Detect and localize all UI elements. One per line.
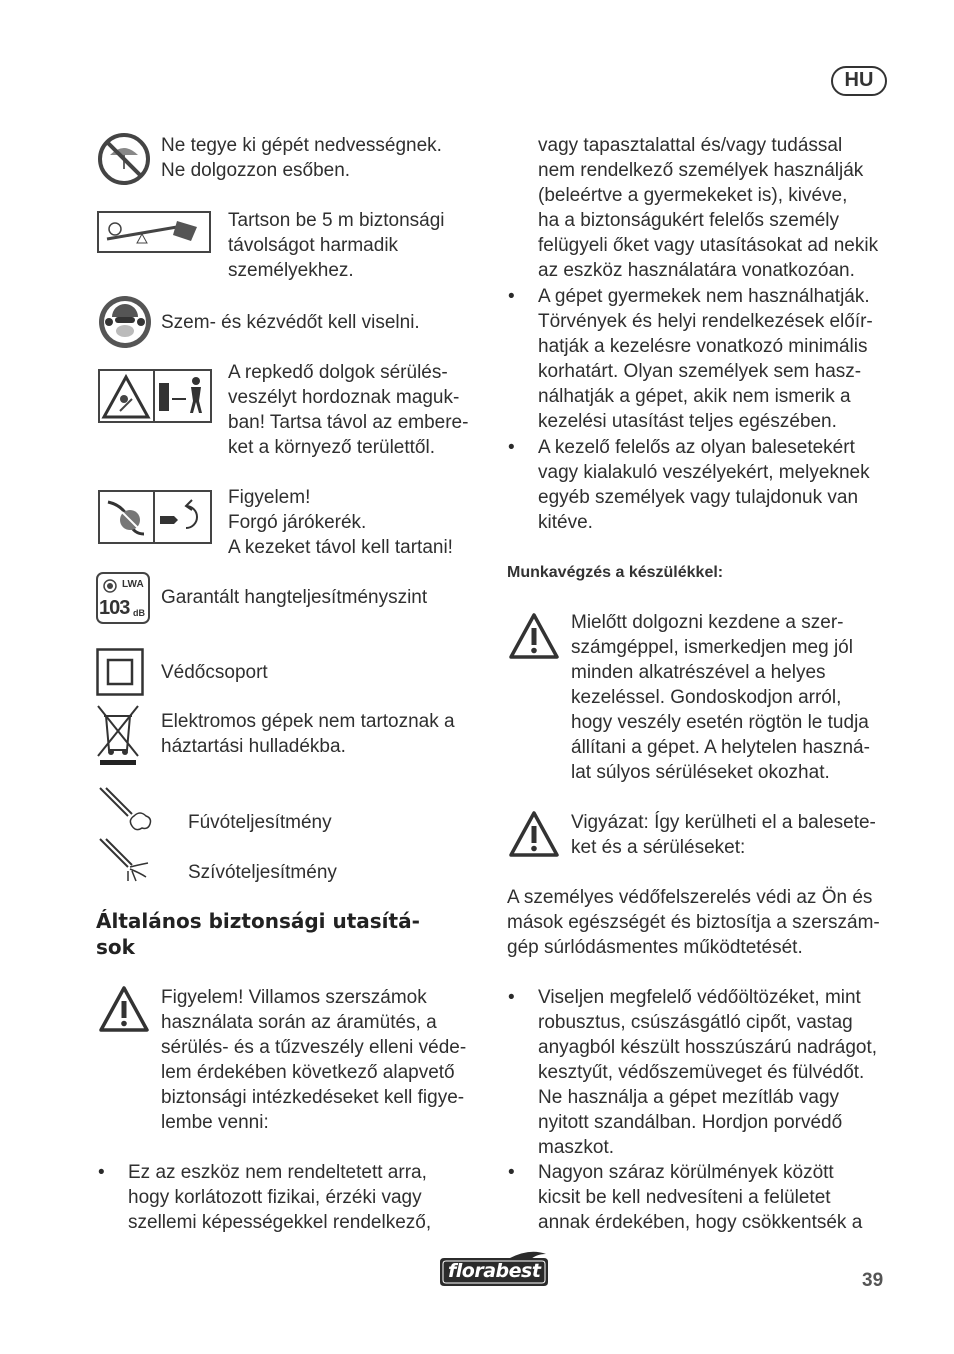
text-line: Viseljen megfelelő védőöltözéket, mint bbox=[538, 987, 861, 1008]
text-line: egyéb személyek vagy tulajdonuk van bbox=[538, 487, 859, 508]
symbol-desc-suction bbox=[188, 860, 337, 885]
text-line: szellemi képességekkel rendelkező, bbox=[128, 1212, 432, 1233]
symbol-desc-weee bbox=[161, 709, 455, 759]
text-line: anyagból készült hosszúszárú nadrágot, bbox=[538, 1037, 878, 1058]
text-line: annak érdekében, hogy csökkentsék a bbox=[538, 1212, 863, 1233]
text-line: használata során az áramütés, a bbox=[161, 1012, 437, 1033]
text-line: ha a biztonságukért felelős személy bbox=[538, 210, 839, 231]
bullet-item bbox=[538, 1160, 862, 1235]
text-line: Elektromos gépek nem tartoznak a bbox=[161, 711, 455, 732]
text-line: távolságot harmadik bbox=[228, 235, 399, 256]
warning-triangle-icon bbox=[508, 612, 560, 660]
blow-power-icon bbox=[98, 786, 156, 834]
heading-line: Általános biztonsági utasítá- bbox=[96, 909, 420, 933]
no-rain-icon bbox=[96, 133, 152, 185]
heading-line: sok bbox=[96, 935, 135, 959]
text-line: A gépet gyermekek nem használhatják. bbox=[538, 286, 870, 307]
text-line: kicsit be kell nedvesíteni a felületet bbox=[538, 1187, 831, 1208]
sound-unit: dB bbox=[133, 608, 145, 618]
text-line: Figyelem! bbox=[228, 487, 311, 508]
text-line: nem rendelkező személyek használják bbox=[538, 160, 864, 181]
page-number: 39 bbox=[862, 1270, 884, 1291]
symbol-desc-safety-distance bbox=[228, 208, 445, 283]
text-line: lembe venni: bbox=[161, 1112, 269, 1133]
text-line: gép súrlódásmentes működtetését. bbox=[507, 937, 803, 958]
eye-ear-protection-icon bbox=[98, 295, 152, 349]
bullet-dot: • bbox=[98, 1162, 105, 1183]
text-line: A kezelő felelős az olyan balesetekért bbox=[538, 437, 855, 458]
general-safety-heading bbox=[96, 908, 420, 960]
rotating-impeller-icon bbox=[98, 490, 212, 544]
text-line: lem érdekében következő alapvető bbox=[161, 1062, 455, 1083]
text-line: A kezeket távol kell tartani! bbox=[228, 537, 453, 558]
text-line: nálhatják a gépet, akik nem ismerik a bbox=[538, 386, 851, 407]
symbol-desc-impeller bbox=[228, 485, 453, 560]
text-line: Ne dolgozzon esőben. bbox=[161, 160, 351, 181]
text-line: számgéppel, ismerkedjen meg jól bbox=[571, 637, 853, 658]
text-line: Nagyon száraz körülmények között bbox=[538, 1162, 834, 1183]
text-line: állítani a gépet. A helytelen haszná- bbox=[571, 737, 870, 758]
language-badge: HU bbox=[831, 66, 887, 96]
symbol-desc-no-rain bbox=[161, 133, 442, 183]
text-line: ket és a sérüléseket: bbox=[571, 837, 746, 858]
sound-value: 103 bbox=[99, 597, 130, 619]
text-line: kezelési utasítást teljes egészében. bbox=[538, 411, 837, 432]
bullet-item bbox=[538, 435, 870, 535]
sound-label: LWA bbox=[122, 579, 144, 590]
flying-objects-warning-icon bbox=[98, 369, 212, 423]
brand-text: florabest bbox=[448, 1260, 541, 1282]
warning-triangle-icon bbox=[98, 985, 150, 1033]
text-line: Fúvóteljesítmény bbox=[188, 812, 332, 833]
bullet-dot: • bbox=[508, 437, 515, 458]
symbol-desc-flying-objects bbox=[228, 360, 468, 460]
text-line: Garantált hangteljesítményszint bbox=[161, 587, 428, 608]
text-line: személyekhez. bbox=[228, 260, 354, 281]
caution-text bbox=[571, 810, 876, 860]
text-line: háztartási hulladékba. bbox=[161, 736, 346, 757]
bullet-dot: • bbox=[508, 987, 515, 1008]
text-line: nyitott szandálban. Hordjon porvédő bbox=[538, 1112, 843, 1133]
general-warning-text bbox=[161, 985, 466, 1135]
text-line: hogy veszély esetén rögtön le tudja bbox=[571, 712, 869, 733]
text-line: hatják a kezelésre vonatkozó minimális bbox=[538, 336, 868, 357]
text-line: sérülés- és a tűzveszély elleni véde- bbox=[161, 1037, 467, 1058]
text-line: az eszköz használatára vonatkozóan. bbox=[538, 260, 855, 281]
text-line: Forgó járókerék. bbox=[228, 512, 367, 533]
text-line: veszélyt hordoznak maguk- bbox=[228, 387, 460, 408]
text-line: lat súlyos sérüléseket okozhat. bbox=[571, 762, 830, 783]
work-warning-text bbox=[571, 610, 870, 785]
text-line: Ne használja a gépet mezítláb vagy bbox=[538, 1087, 840, 1108]
text-line: A személyes védőfelszerelés védi az Ön és bbox=[507, 887, 873, 908]
ppe-paragraph bbox=[507, 885, 880, 960]
bullet-item bbox=[538, 985, 877, 1160]
text-line: minden alkatrészével a helyes bbox=[571, 662, 826, 683]
sound-power-icon bbox=[96, 572, 150, 624]
text-line: Figyelem! Villamos szerszámok bbox=[161, 987, 427, 1008]
bullet-dot: • bbox=[508, 1162, 515, 1183]
text-line: mások egészségét és biztosítja a szerszám- bbox=[507, 912, 880, 933]
text-line: felügyeli őket vagy utasításokat ad nekik bbox=[538, 235, 879, 256]
symbol-desc-protection-class bbox=[161, 660, 268, 685]
text-line: Ez az eszköz nem rendeltetett arra, bbox=[128, 1162, 427, 1183]
text-line: kitéve. bbox=[538, 512, 593, 533]
protection-class-icon bbox=[96, 648, 144, 696]
text-line: biztonsági intézkedéseket kell figye- bbox=[161, 1087, 465, 1108]
safety-distance-icon bbox=[97, 211, 211, 253]
continuation-text bbox=[538, 133, 878, 283]
symbol-desc-blow bbox=[188, 810, 332, 835]
text-line: (beleértve a gyermekeket is), kivéve, bbox=[538, 185, 848, 206]
text-line: robusztus, csúszásgátló cipőt, vastag bbox=[538, 1012, 853, 1033]
bullet-item bbox=[538, 284, 873, 434]
text-line: vagy tapasztalattal és/vagy tudással bbox=[538, 135, 843, 156]
warning-triangle-icon bbox=[508, 810, 560, 858]
bullet-dot: • bbox=[508, 286, 515, 307]
text-line: ket a környező területtől. bbox=[228, 437, 435, 458]
text-line: korhatárt. Olyan személyek sem hasz- bbox=[538, 361, 862, 382]
text-line: Szem- és kézvédőt kell viselni. bbox=[161, 312, 420, 333]
florabest-logo bbox=[440, 1250, 550, 1288]
suction-power-icon bbox=[98, 837, 156, 885]
text-line: Tartson be 5 m biztonsági bbox=[228, 210, 445, 231]
text-line: Ne tegye ki gépét nedvességnek. bbox=[161, 135, 442, 156]
text-line: kesztyűt, védőszemüveget és fülvédőt. bbox=[538, 1062, 865, 1083]
text-line: hogy korlátozott fizikai, érzéki vagy bbox=[128, 1187, 422, 1208]
text-line: A repkedő dolgok sérülés- bbox=[228, 362, 448, 383]
symbol-desc-protection bbox=[161, 310, 420, 335]
weee-bin-icon bbox=[96, 704, 140, 766]
work-heading: Munkavégzés a készülékkel: bbox=[507, 564, 724, 581]
text-line: vagy kialakuló veszélyekért, melyeknek bbox=[538, 462, 870, 483]
text-line: Vigyázat: Így kerülheti el a balesete- bbox=[571, 812, 876, 833]
symbol-desc-sound bbox=[161, 585, 427, 610]
text-line: Védőcsoport bbox=[161, 662, 268, 683]
text-line: Törvények és helyi rendelkezések előír- bbox=[538, 311, 873, 332]
bullet-item bbox=[128, 1160, 431, 1235]
text-line: Szívóteljesítmény bbox=[188, 862, 337, 883]
text-line: Mielőtt dolgozni kezdene a szer- bbox=[571, 612, 844, 633]
text-line: kezeléssel. Gondoskodjon arról, bbox=[571, 687, 842, 708]
text-line: ban! Tartsa távol az embere- bbox=[228, 412, 469, 433]
text-line: maszkot. bbox=[538, 1137, 615, 1158]
